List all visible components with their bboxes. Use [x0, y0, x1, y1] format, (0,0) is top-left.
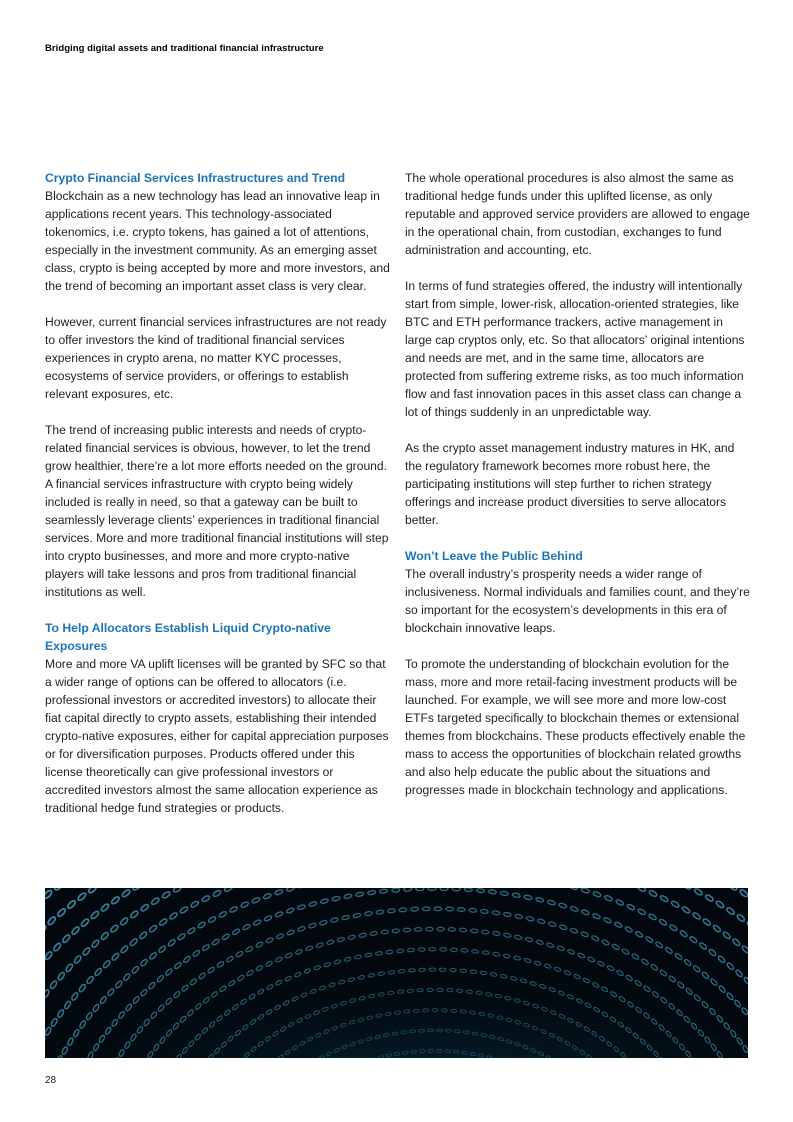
running-header: Bridging digital assets and traditional financial infrastructure [45, 43, 324, 54]
body-paragraph: In terms of fund strategies offered, the industry will intentionally start from simple, lower-risk, allocation-oriented strategies, like BTC and ETH performance trackers, active management in large cap cryptos only, etc. So that allocators’ original intentions and needs are met, and in the same time, allocators are protected from suffering extreme risks, as too much information flow and fast innovation paces in this asset class can change a lot of things suddenly in an unpredictable way. [405, 279, 745, 419]
body-paragraph: The overall industry’s prosperity needs a wider range of inclusiveness. Normal individuals and families count, and they’re so important for the ecosystem’s developments in this era of blockchain innovative leaps. [405, 567, 750, 635]
body-paragraph: The whole operational procedures is also almost the same as traditional hedge funds under this uplifted license, as only reputable and approved service providers are allowed to engage in the operational chain, from custodian, exchanges to fund administration and accounting, etc. [405, 171, 750, 257]
right-column [405, 169, 750, 799]
body-paragraph: To promote the understanding of blockchain evolution for the mass, more and more retail-facing investment products will be launched. For example, we will see more and more low-cost ETFs targeted specifically to blockchain themes or extensional themes from blockchains. These products effectively enable the mass to access the opportunities of blockchain related growths and also help educate the public about the situations and progresses made in blockchain technology and applications. [405, 657, 746, 797]
body-paragraph: As the crypto asset management industry matures in HK, and the regulatory framework becomes more robust here, the participating institutions will step further to richen strategy offerings and increase product diversities to serve allocators better. [405, 441, 735, 527]
section-heading-public: Won’t Leave the Public Behind [405, 549, 583, 563]
body-paragraph: Blockchain as a new technology has lead an innovative leap in applications recent years. This technology-associated tokenomics, i.e. crypto tokens, has gained a lot of attentions, especially in the investment community. As an emerging asset class, crypto is being accepted by more and more investors, and the trend of becoming an important asset class is very clear. [45, 189, 390, 293]
blockchain-tunnel-image [45, 888, 748, 1058]
section-heading-allocators: To Help Allocators Establish Liquid Crypto-native Exposures [45, 621, 331, 653]
section-heading-infrastructure: Crypto Financial Services Infrastructures and Trend [45, 171, 346, 185]
body-paragraph: The trend of increasing public interests and needs of crypto-related financial services is obvious, however, to let the trend grow healthier, there’re a lot more efforts needed on the ground. A financial services infrastructure with crypto being widely included is really in need, so that a gateway can be built to seamlessly leverage clients’ experiences in traditional financial services. More and more traditional financial institutions will step into crypto businesses, and more and more crypto-native players will take lessons and pros from traditional financial institutions as well. [45, 423, 389, 599]
left-column [45, 169, 390, 817]
hero-glow [45, 888, 748, 1058]
blockchain-tunnel-graphic [45, 888, 748, 1058]
body-paragraph: More and more VA uplift licenses will be granted by SFC so that a wider range of options can be offered to allocators (i.e. professional investors or accredited investors) to allocate their fiat capital directly to crypto assets, establishing their intended crypto-native exposures, either for capital appreciation purposes or for diversification purposes. Products offered under this license theoretically can give professional investors or accredited investors almost the same allocation experience as traditional hedge fund strategies or products. [45, 657, 389, 815]
body-paragraph: However, current financial services infrastructures are not ready to offer investors the kind of traditional financial services experiences in crypto arena, no matter KYC processes, ecosystems of service providers, or offerings to establish relevant exposures, etc. [45, 315, 387, 401]
page-number: 28 [45, 1075, 57, 1086]
